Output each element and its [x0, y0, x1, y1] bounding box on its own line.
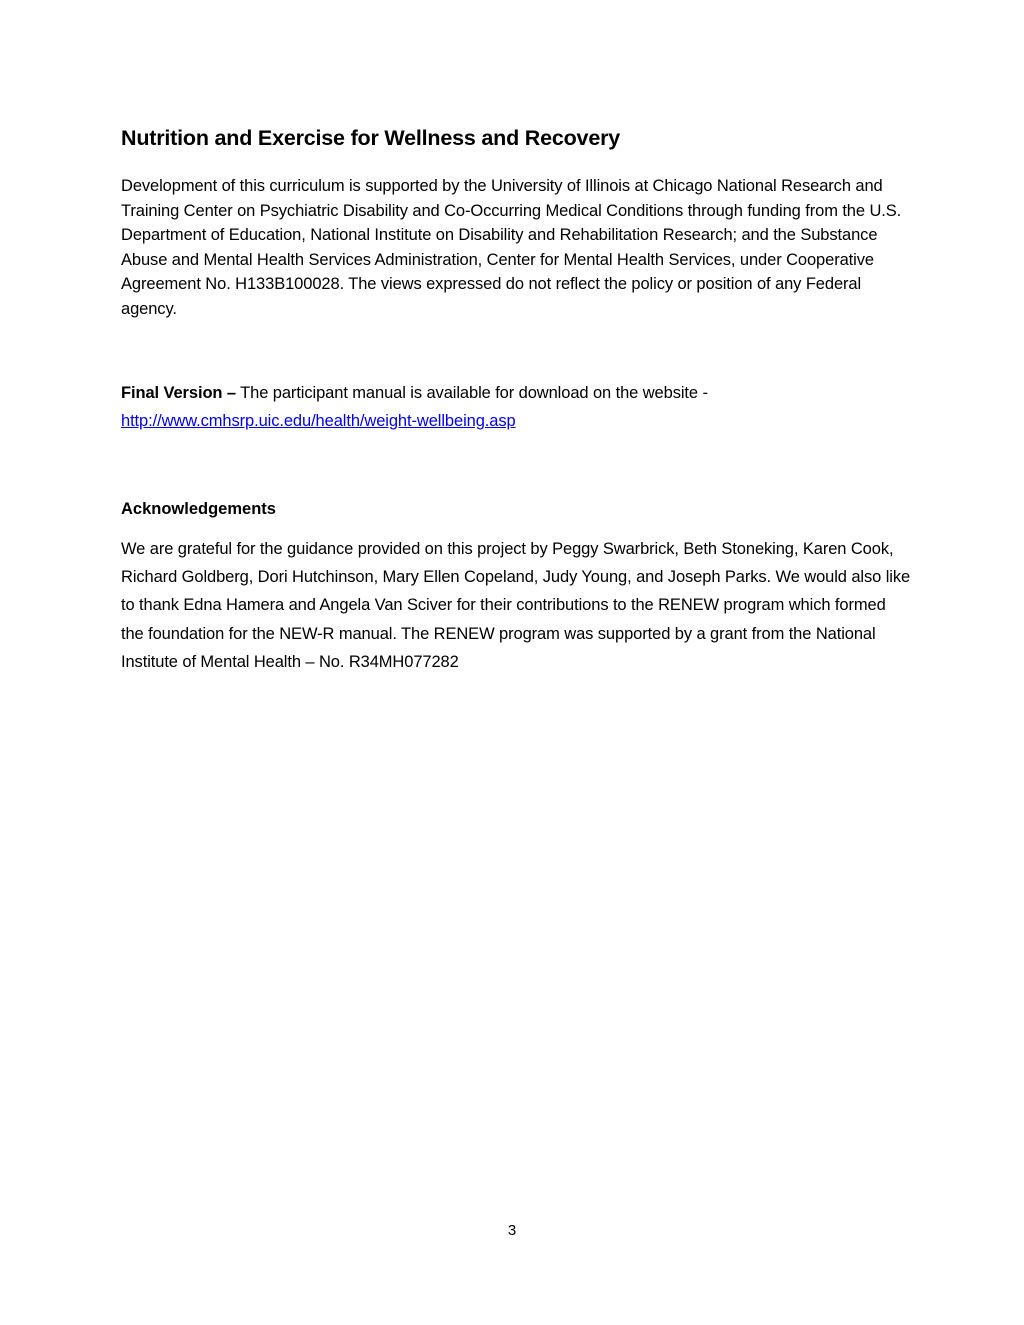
funding-statement: Development of this curriculum is supported by the University of Illinois at Chicago National Research and Training Center on Psychiatric Disability and Co-Occurring Medical Conditions through funding from the U.S. Department of Education, National Institute on Disability and Rehabilitation Research; and the Substance Abuse and Mental Health Services Administration, Center for Mental Health Services, under Cooperative Agreement No. H133B100028. The views expressed do not reflect the policy or position of any Federal agency.: [121, 177, 902, 318]
acknowledgements-heading: Acknowledgements: [121, 500, 276, 518]
final-version-text: The participant manual is available for download on the website -: [235, 384, 708, 402]
website-link[interactable]: http://www.cmhsrp.uic.edu/health/weight-wellbeing.asp: [121, 412, 516, 430]
acknowledgements-body: We are grateful for the guidance provided on this project by Peggy Swarbrick, Beth Stoneking, Karen Cook, Richard Goldberg, Dori Hutchinson, Mary Ellen Copeland, Judy Young, and Joseph Parks. We would also like to thank Edna Hamera and Angela Van Sciver for their contributions to the RENEW program which formed the foundation for the NEW-R manual. The RENEW program was supported by a grant from the National Institute of Mental Health – No. R34MH077282: [121, 540, 911, 671]
final-version-label: Final Version –: [121, 384, 236, 402]
page-number: 3: [507, 1222, 517, 1239]
final-version-paragraph: [121, 379, 911, 435]
document-title: Nutrition and Exercise for Wellness and Recovery: [121, 126, 620, 150]
page-content: [121, 124, 911, 676]
